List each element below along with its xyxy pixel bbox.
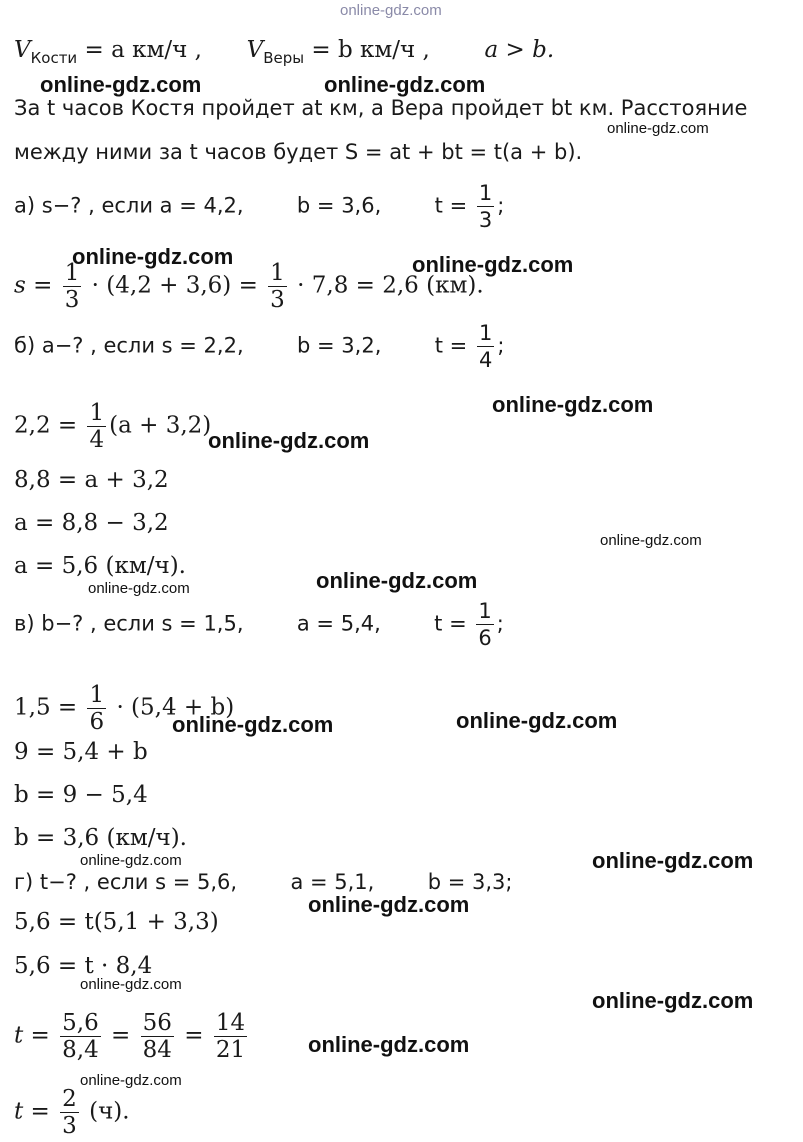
part-v-condition: в) b−? , если s = 1,5, a = 5,4, t = $\frac{1}{6}$ ; (14, 599, 504, 650)
watermark: online-gdz.com (456, 708, 618, 733)
part-g-equation-1: 5,6 = t(5,1 + 3,3) (14, 909, 219, 935)
part-v-answer: b = 3,6 (км/ч). (14, 825, 187, 851)
watermark: online-gdz.com (592, 848, 754, 873)
v-kosti-value: = a км/ч , (84, 37, 202, 63)
watermark: online-gdz.com (412, 252, 574, 277)
part-a-t: t = (434, 193, 468, 218)
watermark: online-gdz.com (208, 428, 370, 453)
part-a-given: а) s−? , если a = 4,2, (14, 193, 244, 218)
watermark: online-gdz.com (80, 1072, 182, 1089)
v-very-subscript: Веры (263, 49, 305, 67)
part-g-answer: t = $\frac{2}{3}$ (ч). (14, 1086, 130, 1139)
fraction: $\frac{1}{3}$ (478, 181, 493, 232)
part-v-equation-3: b = 9 − 5,4 (14, 782, 148, 808)
watermark: online-gdz.com (88, 580, 190, 597)
part-b-equation-3: a = 8,8 − 3,2 (14, 510, 169, 536)
part-a-calculation: s = $\frac{1}{3}$ · (4,2 + 3,6) = $\frac{1}{3}$ · 7,8 = 2,6 (км). (14, 260, 484, 313)
watermark: online-gdz.com (80, 976, 182, 993)
part-g-equation-3: t = $\frac{5,6}{8,4}$ = $\frac{56}{84}$ = $\frac{14}{21}$ (14, 1010, 246, 1063)
part-v-equation-2: 9 = 5,4 + b (14, 739, 148, 765)
part-a-b: b = 3,6, (296, 193, 382, 218)
watermark: online-gdz.com (592, 988, 754, 1013)
watermark: online-gdz.com (308, 1032, 470, 1057)
watermark: online-gdz.com (316, 568, 478, 593)
condition-a-greater-b: a > b. (484, 37, 555, 63)
intro-sentence-2: между ними за t часов будет S = at + bt = t(a + b). (14, 140, 583, 164)
v-very-symbol: V (246, 37, 264, 63)
part-b-equation-2: 8,8 = a + 3,2 (14, 467, 169, 493)
v-very-value: = b км/ч , (311, 37, 430, 63)
watermark: online-gdz.com (72, 244, 234, 269)
intro-sentence-1: За t часов Костя пройдет at км, а Вера пройдет bt км. Расстояние (14, 96, 748, 120)
part-b-answer: a = 5,6 (км/ч). (14, 553, 186, 579)
v-kosti-symbol: V (14, 37, 31, 63)
part-g-equation-2: 5,6 = t · 8,4 (14, 953, 153, 979)
part-a-condition: а) s−? , если a = 4,2, b = 3,6, t = $\frac{1}{3}$ ; (14, 181, 505, 232)
watermark: online-gdz.com (40, 72, 202, 97)
watermark: online-gdz.com (80, 852, 182, 869)
watermark: online-gdz.com (172, 712, 334, 737)
velocity-definitions (14, 36, 554, 72)
watermark: online-gdz.com (324, 72, 486, 97)
part-b-equation-1: 2,2 = $\frac{1}{4}$ (a + 3,2) (14, 400, 212, 453)
part-b-condition: б) a−? , если s = 2,2, b = 3,2, t = $\frac{1}{4}$ ; (14, 321, 505, 372)
v-kosti-subscript: Кости (30, 49, 78, 67)
watermark: online-gdz.com (607, 120, 709, 137)
watermark: online-gdz.com (308, 892, 470, 917)
watermark: online-gdz.com (492, 392, 654, 417)
watermark: online-gdz.com (600, 532, 702, 549)
part-v-equation-1: 1,5 = $\frac{1}{6}$ · (5,4 + b) (14, 682, 235, 735)
watermark-top: online-gdz.com (340, 2, 442, 19)
part-g-condition: г) t−? , если s = 5,6, a = 5,1, b = 3,3; (14, 870, 513, 894)
